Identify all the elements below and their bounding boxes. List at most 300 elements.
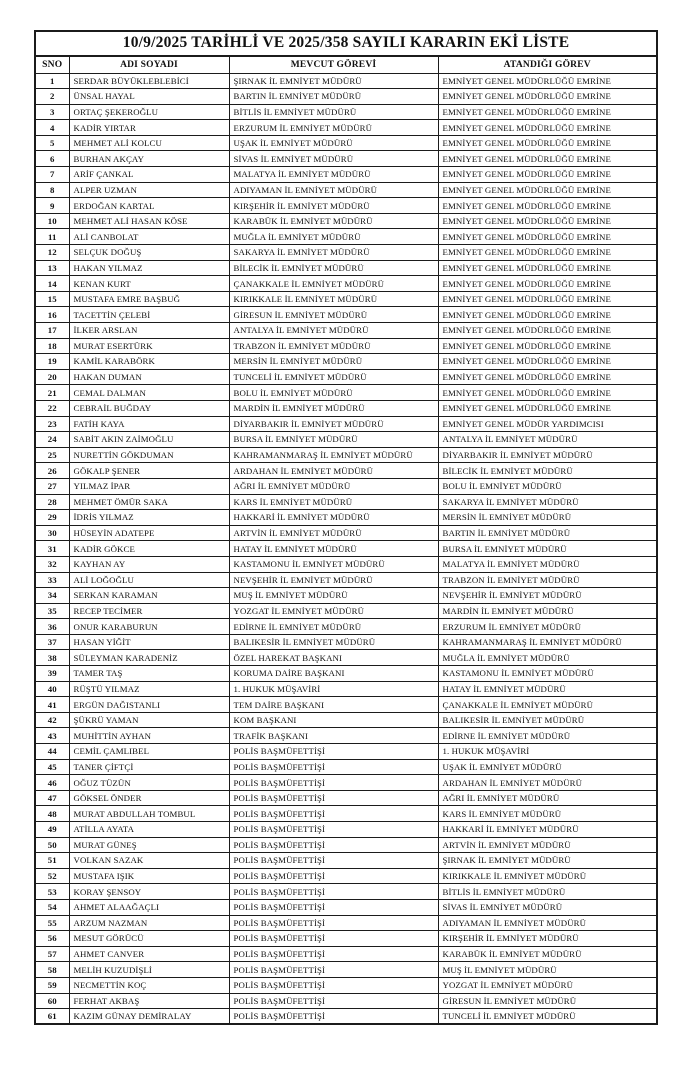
current-duty-cell: EDİRNE İL EMNİYET MÜDÜRÜ xyxy=(229,619,438,635)
assigned-duty-cell: BARTIN İL EMNİYET MÜDÜRÜ xyxy=(438,525,657,541)
current-duty-cell: BİTLİS İL EMNİYET MÜDÜRÜ xyxy=(229,104,438,120)
assigned-duty-cell: EMNİYET GENEL MÜDÜRLÜĞÜ EMRİNE xyxy=(438,135,657,151)
current-duty-cell: POLİS BAŞMÜFETTİŞİ xyxy=(229,837,438,853)
assigned-duty-cell: EMNİYET GENEL MÜDÜRLÜĞÜ EMRİNE xyxy=(438,245,657,261)
name-cell: AHMET ALAAĞAÇLI xyxy=(69,899,229,915)
name-cell: MEHMET ALİ KOLCU xyxy=(69,135,229,151)
table-row xyxy=(35,432,657,448)
assigned-duty-cell: KIRŞEHİR İL EMNİYET MÜDÜRÜ xyxy=(438,931,657,947)
assigned-duty-cell: MARDİN İL EMNİYET MÜDÜRÜ xyxy=(438,603,657,619)
assigned-duty-cell: EMNİYET GENEL MÜDÜRLÜĞÜ EMRİNE xyxy=(438,291,657,307)
table-row xyxy=(35,276,657,292)
table-row xyxy=(35,151,657,167)
name-cell: TANER ÇİFTÇİ xyxy=(69,759,229,775)
name-cell: ŞÜKRÜ YAMAN xyxy=(69,712,229,728)
table-row xyxy=(35,260,657,276)
name-cell: OĞUZ TÜZÜN xyxy=(69,775,229,791)
assigned-duty-cell: KIRIKKALE İL EMNİYET MÜDÜRÜ xyxy=(438,868,657,884)
table-row xyxy=(35,588,657,604)
table-row xyxy=(35,167,657,183)
name-cell: KAYHAN AY xyxy=(69,556,229,572)
sno-cell: 1 xyxy=(35,73,69,89)
sno-cell: 38 xyxy=(35,650,69,666)
current-duty-cell: POLİS BAŞMÜFETTİŞİ xyxy=(229,993,438,1009)
assigned-duty-cell: EMNİYET GENEL MÜDÜRLÜĞÜ EMRİNE xyxy=(438,104,657,120)
name-cell: NURETTİN GÖKDUMAN xyxy=(69,447,229,463)
table-row xyxy=(35,213,657,229)
name-cell: KAMİL KARABÖRK xyxy=(69,354,229,370)
table-row xyxy=(35,89,657,105)
sno-cell: 5 xyxy=(35,135,69,151)
table-row xyxy=(35,572,657,588)
sno-cell: 30 xyxy=(35,525,69,541)
name-cell: MEHMET ALİ HASAN KÖSE xyxy=(69,213,229,229)
current-duty-cell: BURSA İL EMNİYET MÜDÜRÜ xyxy=(229,432,438,448)
sno-cell: 36 xyxy=(35,619,69,635)
name-cell: ALİ CANBOLAT xyxy=(69,229,229,245)
name-cell: MURAT ESERTÜRK xyxy=(69,338,229,354)
current-duty-cell: KIRIKKALE İL EMNİYET MÜDÜRÜ xyxy=(229,291,438,307)
current-duty-cell: BARTIN İL EMNİYET MÜDÜRÜ xyxy=(229,89,438,105)
sno-cell: 22 xyxy=(35,400,69,416)
assigned-duty-cell: EMNİYET GENEL MÜDÜRLÜĞÜ EMRİNE xyxy=(438,260,657,276)
name-cell: KENAN KURT xyxy=(69,276,229,292)
sno-cell: 3 xyxy=(35,104,69,120)
table-row xyxy=(35,619,657,635)
current-duty-cell: BİLECİK İL EMNİYET MÜDÜRÜ xyxy=(229,260,438,276)
current-duty-cell: KIRŞEHİR İL EMNİYET MÜDÜRÜ xyxy=(229,198,438,214)
table-row xyxy=(35,775,657,791)
table-row xyxy=(35,884,657,900)
sno-cell: 6 xyxy=(35,151,69,167)
sno-cell: 28 xyxy=(35,494,69,510)
assigned-duty-cell: ERZURUM İL EMNİYET MÜDÜRÜ xyxy=(438,619,657,635)
assigned-duty-cell: EMNİYET GENEL MÜDÜRLÜĞÜ EMRİNE xyxy=(438,276,657,292)
table-row xyxy=(35,728,657,744)
sno-cell: 58 xyxy=(35,962,69,978)
assigned-duty-cell: BİTLİS İL EMNİYET MÜDÜRÜ xyxy=(438,884,657,900)
sno-cell: 48 xyxy=(35,806,69,822)
assigned-duty-cell: EMNİYET GENEL MÜDÜRLÜĞÜ EMRİNE xyxy=(438,338,657,354)
current-duty-cell: TEM DAİRE BAŞKANI xyxy=(229,697,438,713)
current-duty-cell: AĞRI İL EMNİYET MÜDÜRÜ xyxy=(229,478,438,494)
current-duty-cell: MUĞLA İL EMNİYET MÜDÜRÜ xyxy=(229,229,438,245)
table-row xyxy=(35,245,657,261)
table-row xyxy=(35,463,657,479)
table-row xyxy=(35,915,657,931)
table-row xyxy=(35,759,657,775)
table-row xyxy=(35,338,657,354)
sno-cell: 19 xyxy=(35,354,69,370)
sno-cell: 18 xyxy=(35,338,69,354)
sno-cell: 10 xyxy=(35,213,69,229)
name-cell: KADİR YIRTAR xyxy=(69,120,229,136)
sno-cell: 31 xyxy=(35,541,69,557)
assigned-duty-cell: TRABZON İL EMNİYET MÜDÜRÜ xyxy=(438,572,657,588)
name-cell: SELÇUK DOĞUŞ xyxy=(69,245,229,261)
current-duty-cell: POLİS BAŞMÜFETTİŞİ xyxy=(229,790,438,806)
table-row xyxy=(35,853,657,869)
assigned-duty-cell: BURSA İL EMNİYET MÜDÜRÜ xyxy=(438,541,657,557)
assigned-duty-cell: ÇANAKKALE İL EMNİYET MÜDÜRÜ xyxy=(438,697,657,713)
sno-cell: 33 xyxy=(35,572,69,588)
table-row xyxy=(35,634,657,650)
name-cell: ERGÜN DAĞISTANLI xyxy=(69,697,229,713)
table-row xyxy=(35,416,657,432)
name-cell: ORTAÇ ŞEKEROĞLU xyxy=(69,104,229,120)
assigned-duty-cell: EMNİYET GENEL MÜDÜRLÜĞÜ EMRİNE xyxy=(438,400,657,416)
sno-cell: 43 xyxy=(35,728,69,744)
sno-cell: 55 xyxy=(35,915,69,931)
name-cell: CEBRAİL BUĞDAY xyxy=(69,400,229,416)
name-cell: VOLKAN SAZAK xyxy=(69,853,229,869)
table-row xyxy=(35,899,657,915)
current-duty-cell: POLİS BAŞMÜFETTİŞİ xyxy=(229,977,438,993)
name-cell: ARZUM NAZMAN xyxy=(69,915,229,931)
sno-cell: 57 xyxy=(35,946,69,962)
assigned-duty-cell: EMNİYET GENEL MÜDÜRLÜĞÜ EMRİNE xyxy=(438,182,657,198)
name-cell: SABİT AKIN ZAİMOĞLU xyxy=(69,432,229,448)
sno-cell: 40 xyxy=(35,681,69,697)
sno-cell: 60 xyxy=(35,993,69,1009)
current-duty-cell: POLİS BAŞMÜFETTİŞİ xyxy=(229,868,438,884)
assigned-duty-cell: MUŞ İL EMNİYET MÜDÜRÜ xyxy=(438,962,657,978)
name-cell: ÜNSAL HAYAL xyxy=(69,89,229,105)
table-row xyxy=(35,744,657,760)
current-duty-cell: ÇANAKKALE İL EMNİYET MÜDÜRÜ xyxy=(229,276,438,292)
name-cell: RÜŞTÜ YILMAZ xyxy=(69,681,229,697)
table-row xyxy=(35,510,657,526)
name-cell: MESUT GÖRÜCÜ xyxy=(69,931,229,947)
name-cell: ATİLLA AYATA xyxy=(69,822,229,838)
table-row xyxy=(35,650,657,666)
assigned-duty-cell: ŞIRNAK İL EMNİYET MÜDÜRÜ xyxy=(438,853,657,869)
sno-cell: 7 xyxy=(35,167,69,183)
assigned-duty-cell: EMNİYET GENEL MÜDÜRLÜĞÜ EMRİNE xyxy=(438,323,657,339)
current-duty-cell: POLİS BAŞMÜFETTİŞİ xyxy=(229,744,438,760)
name-cell: MUHİTTİN AYHAN xyxy=(69,728,229,744)
name-cell: MUSTAFA IŞIK xyxy=(69,868,229,884)
current-duty-cell: YOZGAT İL EMNİYET MÜDÜRÜ xyxy=(229,603,438,619)
assigned-duty-cell: KARABÜK İL EMNİYET MÜDÜRÜ xyxy=(438,946,657,962)
sno-cell: 53 xyxy=(35,884,69,900)
sno-cell: 42 xyxy=(35,712,69,728)
assigned-duty-cell: BOLU İL EMNİYET MÜDÜRÜ xyxy=(438,478,657,494)
name-cell: MURAT ABDULLAH TOMBUL xyxy=(69,806,229,822)
current-duty-cell: POLİS BAŞMÜFETTİŞİ xyxy=(229,946,438,962)
table-row xyxy=(35,868,657,884)
table-row xyxy=(35,806,657,822)
table-row xyxy=(35,541,657,557)
sno-cell: 52 xyxy=(35,868,69,884)
assigned-duty-cell: KAHRAMANMARAŞ İL EMNİYET MÜDÜRÜ xyxy=(438,634,657,650)
table-row xyxy=(35,291,657,307)
assigned-duty-cell: EMNİYET GENEL MÜDÜRLÜĞÜ EMRİNE xyxy=(438,354,657,370)
sno-cell: 35 xyxy=(35,603,69,619)
assigned-duty-cell: TUNCELİ İL EMNİYET MÜDÜRÜ xyxy=(438,1009,657,1025)
assigned-duty-cell: ARDAHAN İL EMNİYET MÜDÜRÜ xyxy=(438,775,657,791)
name-cell: FATİH KAYA xyxy=(69,416,229,432)
table-row xyxy=(35,666,657,682)
name-cell: BURHAN AKÇAY xyxy=(69,151,229,167)
header-row xyxy=(35,56,657,73)
current-duty-cell: HATAY İL EMNİYET MÜDÜRÜ xyxy=(229,541,438,557)
current-duty-cell: KOM BAŞKANI xyxy=(229,712,438,728)
header-assigned-duty: ATANDIĞI GÖREV xyxy=(438,56,657,73)
name-cell: İLKER ARSLAN xyxy=(69,323,229,339)
sno-cell: 12 xyxy=(35,245,69,261)
assigned-duty-cell: MUĞLA İL EMNİYET MÜDÜRÜ xyxy=(438,650,657,666)
table-row xyxy=(35,962,657,978)
name-cell: HÜSEYİN ADATEPE xyxy=(69,525,229,541)
sno-cell: 24 xyxy=(35,432,69,448)
current-duty-cell: MALATYA İL EMNİYET MÜDÜRÜ xyxy=(229,167,438,183)
sno-cell: 34 xyxy=(35,588,69,604)
name-cell: HASAN YİĞİT xyxy=(69,634,229,650)
sno-cell: 46 xyxy=(35,775,69,791)
current-duty-cell: BOLU İL EMNİYET MÜDÜRÜ xyxy=(229,385,438,401)
current-duty-cell: KARABÜK İL EMNİYET MÜDÜRÜ xyxy=(229,213,438,229)
name-cell: MURAT GÜNEŞ xyxy=(69,837,229,853)
name-cell: HAKAN DUMAN xyxy=(69,369,229,385)
table-row xyxy=(35,681,657,697)
assigned-duty-cell: 1. HUKUK MÜŞAVİRİ xyxy=(438,744,657,760)
sno-cell: 37 xyxy=(35,634,69,650)
current-duty-cell: TRAFİK BAŞKANI xyxy=(229,728,438,744)
assigned-duty-cell: KARS İL EMNİYET MÜDÜRÜ xyxy=(438,806,657,822)
sno-cell: 50 xyxy=(35,837,69,853)
current-duty-cell: SİVAS İL EMNİYET MÜDÜRÜ xyxy=(229,151,438,167)
table-row xyxy=(35,478,657,494)
table-row xyxy=(35,697,657,713)
current-duty-cell: POLİS BAŞMÜFETTİŞİ xyxy=(229,884,438,900)
current-duty-cell: POLİS BAŞMÜFETTİŞİ xyxy=(229,806,438,822)
assigned-duty-cell: DİYARBAKIR İL EMNİYET MÜDÜRÜ xyxy=(438,447,657,463)
current-duty-cell: ARDAHAN İL EMNİYET MÜDÜRÜ xyxy=(229,463,438,479)
assigned-duty-cell: EMNİYET GENEL MÜDÜRLÜĞÜ EMRİNE xyxy=(438,89,657,105)
name-cell: KORAY ŞENSOY xyxy=(69,884,229,900)
header-sno: SNO xyxy=(35,56,69,73)
table-body xyxy=(35,73,657,1024)
name-cell: KAZIM GÜNAY DEMİRALAY xyxy=(69,1009,229,1025)
table-row xyxy=(35,712,657,728)
table-row xyxy=(35,822,657,838)
table-row xyxy=(35,993,657,1009)
table-row xyxy=(35,556,657,572)
assigned-duty-cell: BİLECİK İL EMNİYET MÜDÜRÜ xyxy=(438,463,657,479)
sno-cell: 2 xyxy=(35,89,69,105)
table-row xyxy=(35,931,657,947)
sno-cell: 54 xyxy=(35,899,69,915)
current-duty-cell: TRABZON İL EMNİYET MÜDÜRÜ xyxy=(229,338,438,354)
current-duty-cell: 1. HUKUK MÜŞAVİRİ xyxy=(229,681,438,697)
sno-cell: 44 xyxy=(35,744,69,760)
table-row xyxy=(35,182,657,198)
sno-cell: 26 xyxy=(35,463,69,479)
current-duty-cell: POLİS BAŞMÜFETTİŞİ xyxy=(229,775,438,791)
assigned-duty-cell: MALATYA İL EMNİYET MÜDÜRÜ xyxy=(438,556,657,572)
name-cell: MELİH KUZUDİŞLİ xyxy=(69,962,229,978)
current-duty-cell: NEVŞEHİR İL EMNİYET MÜDÜRÜ xyxy=(229,572,438,588)
sno-cell: 20 xyxy=(35,369,69,385)
sno-cell: 39 xyxy=(35,666,69,682)
current-duty-cell: ADIYAMAN İL EMNİYET MÜDÜRÜ xyxy=(229,182,438,198)
sno-cell: 23 xyxy=(35,416,69,432)
table-row xyxy=(35,229,657,245)
table-row xyxy=(35,323,657,339)
name-cell: YILMAZ İPAR xyxy=(69,478,229,494)
current-duty-cell: POLİS BAŞMÜFETTİŞİ xyxy=(229,1009,438,1025)
name-cell: İDRİS YILMAZ xyxy=(69,510,229,526)
current-duty-cell: BALIKESİR İL EMNİYET MÜDÜRÜ xyxy=(229,634,438,650)
assigned-duty-cell: EMNİYET GENEL MÜDÜRLÜĞÜ EMRİNE xyxy=(438,369,657,385)
current-duty-cell: KAHRAMANMARAŞ İL EMNİYET MÜDÜRÜ xyxy=(229,447,438,463)
current-duty-cell: POLİS BAŞMÜFETTİŞİ xyxy=(229,915,438,931)
assigned-duty-cell: EMNİYET GENEL MÜDÜRLÜĞÜ EMRİNE xyxy=(438,229,657,245)
sno-cell: 13 xyxy=(35,260,69,276)
table-row xyxy=(35,525,657,541)
name-cell: HAKAN YILMAZ xyxy=(69,260,229,276)
sno-cell: 14 xyxy=(35,276,69,292)
name-cell: MEHMET ÖMÜR SAKA xyxy=(69,494,229,510)
sno-cell: 51 xyxy=(35,853,69,869)
assigned-duty-cell: EMNİYET GENEL MÜDÜRLÜĞÜ EMRİNE xyxy=(438,167,657,183)
sno-cell: 41 xyxy=(35,697,69,713)
current-duty-cell: DİYARBAKIR İL EMNİYET MÜDÜRÜ xyxy=(229,416,438,432)
sno-cell: 8 xyxy=(35,182,69,198)
table-row xyxy=(35,369,657,385)
name-cell: AHMET CANVER xyxy=(69,946,229,962)
current-duty-cell: ERZURUM İL EMNİYET MÜDÜRÜ xyxy=(229,120,438,136)
name-cell: TAMER TAŞ xyxy=(69,666,229,682)
current-duty-cell: KARS İL EMNİYET MÜDÜRÜ xyxy=(229,494,438,510)
name-cell: CEMAL DALMAN xyxy=(69,385,229,401)
name-cell: FERHAT AKBAŞ xyxy=(69,993,229,1009)
table-row xyxy=(35,790,657,806)
header-name: ADI SOYADI xyxy=(69,56,229,73)
assigned-duty-cell: SİVAS İL EMNİYET MÜDÜRÜ xyxy=(438,899,657,915)
current-duty-cell: POLİS BAŞMÜFETTİŞİ xyxy=(229,822,438,838)
sno-cell: 16 xyxy=(35,307,69,323)
current-duty-cell: UŞAK İL EMNİYET MÜDÜRÜ xyxy=(229,135,438,151)
sno-cell: 61 xyxy=(35,1009,69,1025)
current-duty-cell: POLİS BAŞMÜFETTİŞİ xyxy=(229,853,438,869)
current-duty-cell: ANTALYA İL EMNİYET MÜDÜRÜ xyxy=(229,323,438,339)
table-row xyxy=(35,307,657,323)
sno-cell: 4 xyxy=(35,120,69,136)
table-row xyxy=(35,198,657,214)
current-duty-cell: MUŞ İL EMNİYET MÜDÜRÜ xyxy=(229,588,438,604)
assigned-duty-cell: BALIKESİR İL EMNİYET MÜDÜRÜ xyxy=(438,712,657,728)
assignment-table xyxy=(34,30,658,1025)
current-duty-cell: POLİS BAŞMÜFETTİŞİ xyxy=(229,931,438,947)
table-row xyxy=(35,120,657,136)
name-cell: RECEP TECİMER xyxy=(69,603,229,619)
name-cell: MUSTAFA EMRE BAŞBUĞ xyxy=(69,291,229,307)
current-duty-cell: POLİS BAŞMÜFETTİŞİ xyxy=(229,759,438,775)
table-row xyxy=(35,977,657,993)
name-cell: ALİ LOĞOĞLU xyxy=(69,572,229,588)
assigned-duty-cell: GİRESUN İL EMNİYET MÜDÜRÜ xyxy=(438,993,657,1009)
current-duty-cell: SAKARYA İL EMNİYET MÜDÜRÜ xyxy=(229,245,438,261)
table-row xyxy=(35,73,657,89)
table-row xyxy=(35,104,657,120)
assigned-duty-cell: EMNİYET GENEL MÜDÜRLÜĞÜ EMRİNE xyxy=(438,151,657,167)
assigned-duty-cell: HAKKARİ İL EMNİYET MÜDÜRÜ xyxy=(438,822,657,838)
sno-cell: 49 xyxy=(35,822,69,838)
table-row xyxy=(35,447,657,463)
sno-cell: 56 xyxy=(35,931,69,947)
name-cell: ALPER UZMAN xyxy=(69,182,229,198)
assigned-duty-cell: ARTVİN İL EMNİYET MÜDÜRÜ xyxy=(438,837,657,853)
assigned-duty-cell: HATAY İL EMNİYET MÜDÜRÜ xyxy=(438,681,657,697)
table-row xyxy=(35,1009,657,1025)
sno-cell: 21 xyxy=(35,385,69,401)
table-header xyxy=(35,56,657,73)
assigned-duty-cell: KASTAMONU İL EMNİYET MÜDÜRÜ xyxy=(438,666,657,682)
name-cell: TACETTİN ÇELEBİ xyxy=(69,307,229,323)
table-row xyxy=(35,603,657,619)
sno-cell: 17 xyxy=(35,323,69,339)
sno-cell: 27 xyxy=(35,478,69,494)
name-cell: GÖKALP ŞENER xyxy=(69,463,229,479)
sno-cell: 25 xyxy=(35,447,69,463)
assigned-duty-cell: UŞAK İL EMNİYET MÜDÜRÜ xyxy=(438,759,657,775)
header-current-duty: MEVCUT GÖREVİ xyxy=(229,56,438,73)
current-duty-cell: ÖZEL HAREKAT BAŞKANI xyxy=(229,650,438,666)
table-row xyxy=(35,400,657,416)
document-title: 10/9/2025 TARİHLİ VE 2025/358 SAYILI KARARIN EKİ LİSTE xyxy=(34,30,658,55)
assigned-duty-cell: SAKARYA İL EMNİYET MÜDÜRÜ xyxy=(438,494,657,510)
table-row xyxy=(35,946,657,962)
assigned-duty-cell: EMNİYET GENEL MÜDÜRLÜĞÜ EMRİNE xyxy=(438,307,657,323)
sno-cell: 59 xyxy=(35,977,69,993)
current-duty-cell: KASTAMONU İL EMNİYET MÜDÜRÜ xyxy=(229,556,438,572)
name-cell: SÜLEYMAN KARADENİZ xyxy=(69,650,229,666)
name-cell: ONUR KARABURUN xyxy=(69,619,229,635)
assigned-duty-cell: ADIYAMAN İL EMNİYET MÜDÜRÜ xyxy=(438,915,657,931)
name-cell: CEMİL ÇAMLIBEL xyxy=(69,744,229,760)
sno-cell: 45 xyxy=(35,759,69,775)
name-cell: SERDAR BÜYÜKLEBLEBİCİ xyxy=(69,73,229,89)
assigned-duty-cell: AĞRI İL EMNİYET MÜDÜRÜ xyxy=(438,790,657,806)
table-row xyxy=(35,354,657,370)
assigned-duty-cell: EMNİYET GENEL MÜDÜRLÜĞÜ EMRİNE xyxy=(438,213,657,229)
current-duty-cell: ARTVİN İL EMNİYET MÜDÜRÜ xyxy=(229,525,438,541)
current-duty-cell: TUNCELİ İL EMNİYET MÜDÜRÜ xyxy=(229,369,438,385)
name-cell: NECMETTİN KOÇ xyxy=(69,977,229,993)
assigned-duty-cell: EMNİYET GENEL MÜDÜR YARDIMCISI xyxy=(438,416,657,432)
sno-cell: 11 xyxy=(35,229,69,245)
current-duty-cell: KORUMA DAİRE BAŞKANI xyxy=(229,666,438,682)
current-duty-cell: MARDİN İL EMNİYET MÜDÜRÜ xyxy=(229,400,438,416)
table-row xyxy=(35,837,657,853)
assigned-duty-cell: NEVŞEHİR İL EMNİYET MÜDÜRÜ xyxy=(438,588,657,604)
assigned-duty-cell: EMNİYET GENEL MÜDÜRLÜĞÜ EMRİNE xyxy=(438,198,657,214)
name-cell: ERDOĞAN KARTAL xyxy=(69,198,229,214)
current-duty-cell: POLİS BAŞMÜFETTİŞİ xyxy=(229,962,438,978)
sno-cell: 15 xyxy=(35,291,69,307)
assigned-duty-cell: YOZGAT İL EMNİYET MÜDÜRÜ xyxy=(438,977,657,993)
table-row xyxy=(35,385,657,401)
table-row xyxy=(35,135,657,151)
current-duty-cell: ŞIRNAK İL EMNİYET MÜDÜRÜ xyxy=(229,73,438,89)
sno-cell: 32 xyxy=(35,556,69,572)
name-cell: ARİF ÇANKAL xyxy=(69,167,229,183)
assigned-duty-cell: ANTALYA İL EMNİYET MÜDÜRÜ xyxy=(438,432,657,448)
assigned-duty-cell: EDİRNE İL EMNİYET MÜDÜRÜ xyxy=(438,728,657,744)
name-cell: KADİR GÖKCE xyxy=(69,541,229,557)
